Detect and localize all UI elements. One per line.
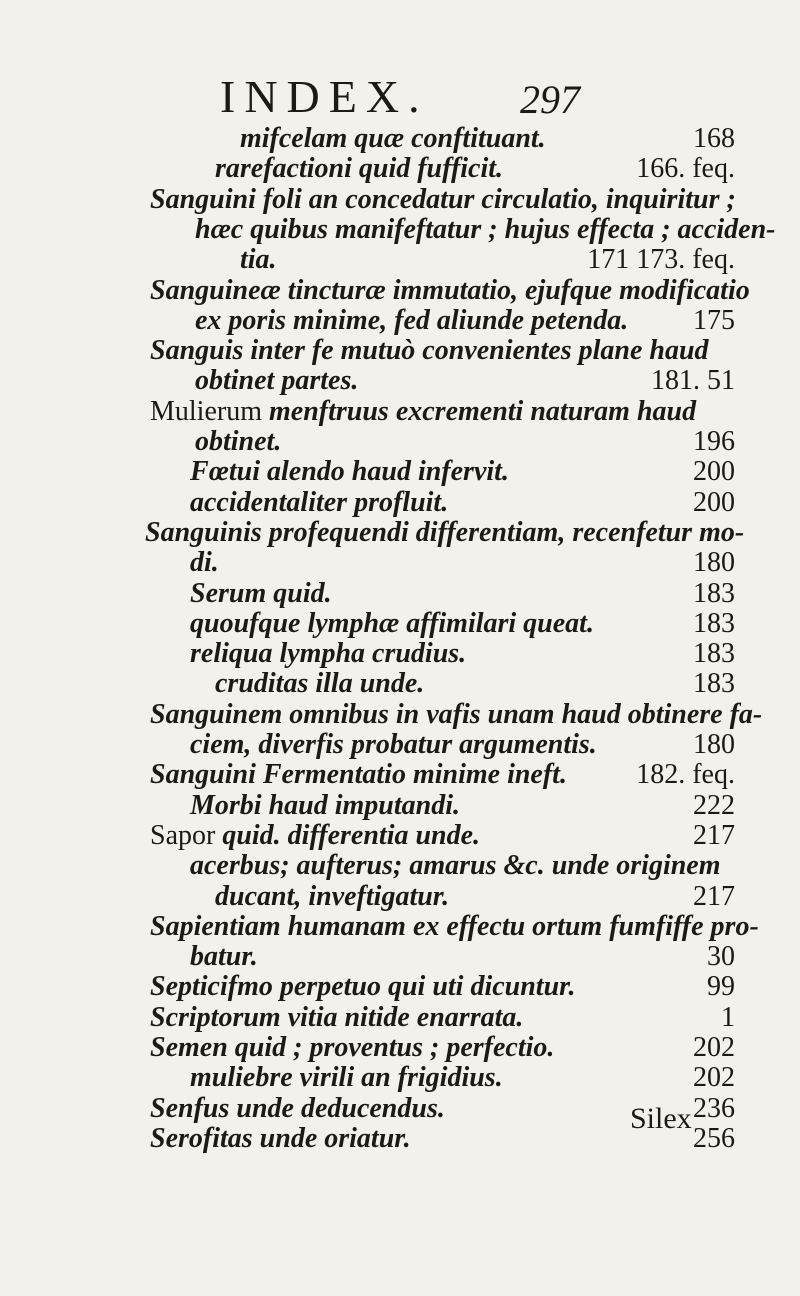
index-entry (150, 395, 696, 429)
index-entry (145, 516, 744, 550)
index-entry (190, 577, 332, 611)
entry-page-ref: 180 (693, 729, 735, 760)
entry-text: ciem, diverfis probatur argumentis. (190, 729, 597, 760)
index-entry (150, 970, 576, 1004)
entry-text: Senfus unde deducendus. (150, 1093, 445, 1124)
index-entry (195, 364, 358, 398)
index-entry (215, 667, 424, 701)
index-entry (190, 849, 721, 883)
index-entry (190, 940, 258, 974)
entry-lead-word: Sapor (150, 820, 216, 851)
page-title: INDEX. (220, 71, 429, 122)
index-entry (215, 880, 449, 914)
entry-page-ref: 222 (693, 790, 735, 821)
entry-page-ref: 180 (693, 547, 735, 578)
entry-page-ref: 181. 51 (651, 365, 735, 396)
entry-page-ref: 202 (693, 1032, 735, 1063)
entry-text: acerbus; aufterus; amarus &c. unde originem (190, 850, 721, 881)
entry-text: ducant, inveftigatur. (215, 881, 450, 912)
entry-page-ref: 236 (693, 1093, 735, 1124)
entry-page-ref: 217 (693, 820, 735, 851)
entry-page-ref: 171 173. feq. (587, 244, 735, 275)
entry-text: di. (190, 547, 219, 578)
index-entry (150, 698, 762, 732)
index-entry (150, 1122, 411, 1156)
index-entry (195, 304, 628, 338)
entry-text: mifcelam quæ conftituant. (240, 123, 546, 154)
entry-text: Semen quid ; proventus ; perfectio. (150, 1032, 555, 1063)
index-entry (195, 213, 775, 247)
entry-page-ref: 256 (693, 1123, 735, 1154)
index-entry (150, 1001, 523, 1035)
index-entry (150, 758, 567, 792)
entry-text: hæc quibus manifeftatur ; hujus effecta ; acciden- (195, 214, 776, 245)
entry-text: obtinet. (195, 426, 282, 457)
entry-text: Sapientiam humanam ex effectu ortum fumfiffe pro- (150, 911, 759, 942)
entry-text: reliqua lympha crudius. (190, 638, 467, 669)
index-entry (190, 789, 460, 823)
entry-page-ref: 1 (721, 1002, 735, 1033)
entry-text: ex poris minime, fed aliunde petenda. (195, 305, 629, 336)
entry-page-ref: 202 (693, 1062, 735, 1093)
entry-text: Scriptorum vitia nitide enarrata. (150, 1002, 524, 1033)
entry-text: Sanguini Fermentatio minime ineft. (150, 759, 567, 790)
entry-page-ref: 99 (707, 971, 735, 1002)
index-entry (190, 546, 219, 580)
entry-text: Sanguinis profequendi differentiam, recenfetur mo- (145, 517, 745, 548)
index-entry (150, 819, 480, 853)
index-entry (240, 122, 546, 156)
entry-text: muliebre virili an frigidius. (190, 1062, 503, 1093)
index-entry (190, 637, 466, 671)
entry-text: Fœtui alendo haud infervit. (190, 456, 509, 487)
entry-page-ref: 166. feq. (636, 153, 735, 184)
index-entry (190, 486, 448, 520)
entry-page-ref: 30 (707, 941, 735, 972)
entry-text: Septicifmo perpetuo qui uti dicuntur. (150, 971, 576, 1002)
entry-text: menftruus excrementi naturam haud (262, 396, 697, 427)
entry-page-ref: 217 (693, 881, 735, 912)
entry-text: Serum quid. (190, 578, 332, 609)
entry-page-ref: 200 (693, 487, 735, 518)
entry-text: Sanguinem omnibus in vafis unam haud obtinere fa- (150, 699, 763, 730)
index-entry (190, 607, 594, 641)
index-entry (195, 425, 281, 459)
index-entry (215, 152, 503, 186)
entry-page-ref: 183 (693, 578, 735, 609)
entry-page-ref: 183 (693, 608, 735, 639)
entry-text: rarefactioni quid fufficit. (215, 153, 504, 184)
entry-text: Sanguineæ tincturæ immutatio, ejufque modificatio (150, 275, 750, 306)
index-entry (190, 728, 597, 762)
index-entry (150, 910, 759, 944)
index-entry (150, 1031, 554, 1065)
entry-text: cruditas illa unde. (215, 668, 425, 699)
entry-page-ref: 183 (693, 638, 735, 669)
entry-text: accidentaliter profluit. (190, 487, 449, 518)
entry-text: quoufque lymphæ affimilari queat. (190, 608, 594, 639)
entry-page-ref: 175 (693, 305, 735, 336)
index-entry (150, 1092, 445, 1126)
entry-text: Sanguis inter fe mutuò convenientes plane haud (150, 335, 709, 366)
entry-text: Serofitas unde oriatur. (150, 1123, 411, 1154)
index-entry (150, 274, 750, 308)
entry-page-ref: 183 (693, 668, 735, 699)
entry-page-ref: 196 (693, 426, 735, 457)
entry-lead-word: Mulierum (150, 396, 262, 427)
catchword: Silex (630, 1102, 692, 1135)
entry-page-ref: 200 (693, 456, 735, 487)
entry-page-ref: 182. feq. (636, 759, 735, 790)
entry-text: Sanguini foli an concedatur circulatio, inquiritur ; (150, 184, 736, 215)
entry-text: batur. (190, 941, 258, 972)
index-entry (150, 183, 736, 217)
index-entry (190, 1061, 503, 1095)
index-entry (240, 243, 277, 277)
page-number: 297 (520, 77, 580, 122)
entry-text: Morbi haud imputandi. (190, 790, 460, 821)
entry-page-ref: 168 (693, 123, 735, 154)
entry-text: quid. differentia unde. (215, 820, 481, 851)
index-entry (190, 455, 509, 489)
entry-text: tia. (240, 244, 277, 275)
index-entry (150, 334, 709, 368)
entry-text: obtinet partes. (195, 365, 359, 396)
